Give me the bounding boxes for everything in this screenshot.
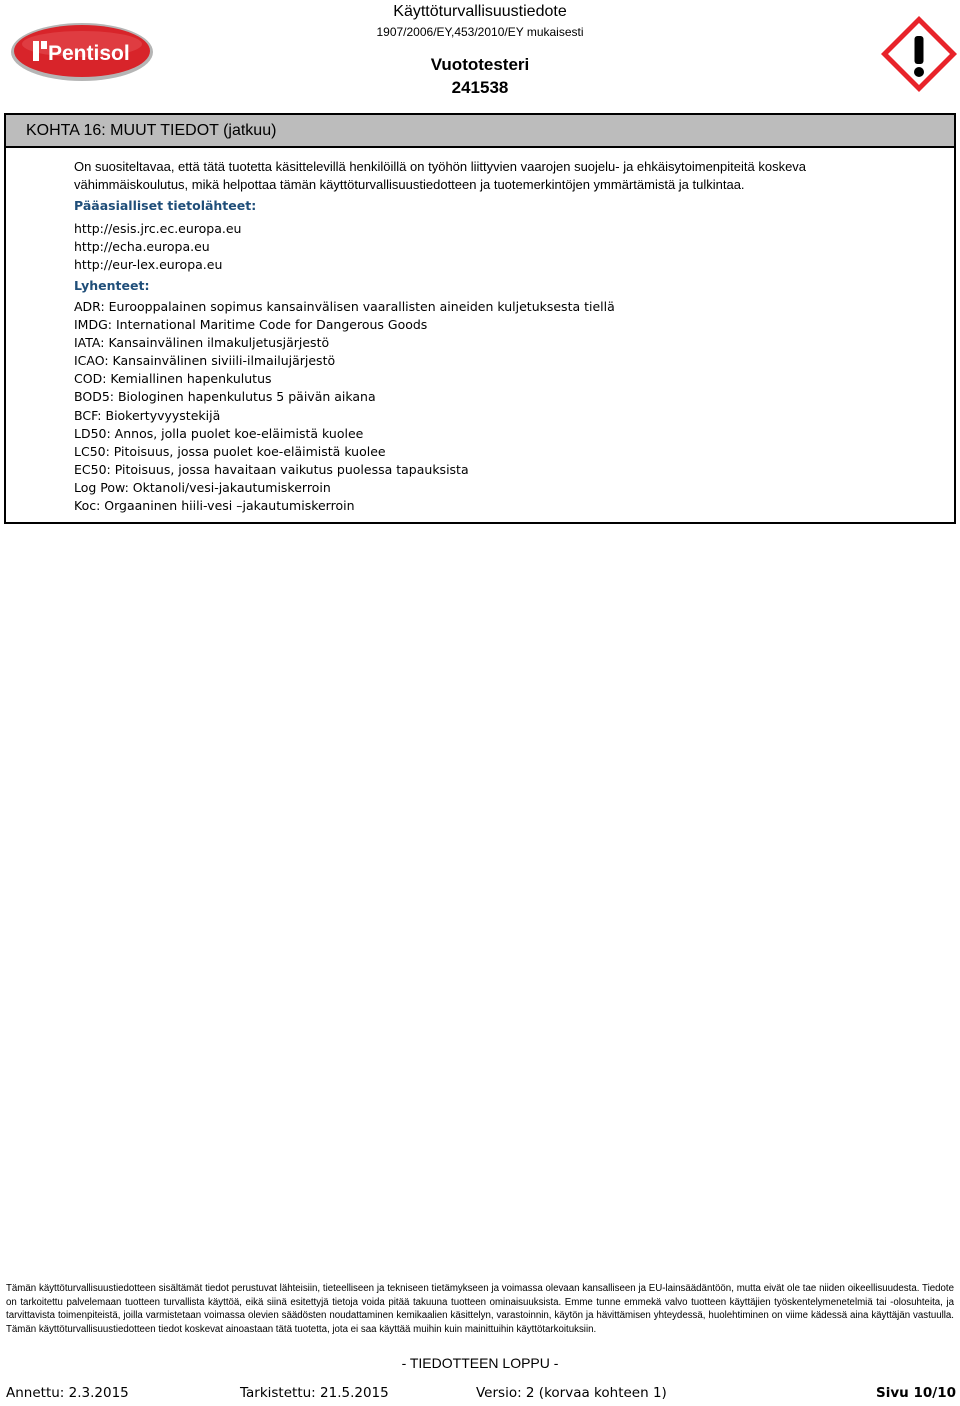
document-header — [340, 0, 620, 98]
abbreviation-item: ADR: Eurooppalainen sopimus kansainvälisen vaarallisten aineiden kuljetuksesta tiellä — [74, 299, 615, 314]
exclamation-hazard-icon — [879, 14, 959, 94]
abbreviation-item: COD: Kemiallinen hapenkulutus — [74, 371, 272, 387]
abbreviation-item: IATA: Kansainvälinen ilmakuljetusjärjestö — [74, 335, 330, 351]
page-footer — [0, 1385, 960, 1403]
issued-date: Annettu: 2.3.2015 — [6, 1385, 129, 1401]
abbreviation-item: BOD5: Biologinen hapenkulutus 5 päivän aikana — [74, 389, 376, 405]
product-name: Vuototesteri — [430, 55, 530, 74]
abbreviation-item: LD50: Annos, jolla puolet koe-eläimistä kuolee — [74, 425, 364, 441]
abbreviations-heading: Lyhenteet: — [74, 278, 150, 293]
intro-paragraph — [74, 158, 944, 194]
abbreviation-item: Log Pow: Oktanoli/vesi-jakautumiskerroin — [74, 479, 331, 495]
document-title: Käyttöturvallisuustiedote — [393, 3, 567, 20]
abbreviation-item: EC50: Pitoisuus, jossa havaitaan vaikutus puolessa tapauksista — [74, 461, 469, 477]
disclaimer-text: Tämän käyttöturvallisuustiedotteen sisältämät tiedot perustuvat lähteisiin, tieteelliseen ja tekniseen tietämykseen ja voimassa olevaan kansalliseen ja EU-lainsäädäntöön, mutta eivät ole tae niiden oikeellisuudesta. Tiedote on tarkoitettu palvelemaan tuotteen turvallista käyttöä, eikä siinä esitettyjä tietoja voida pitää takuuna tuotteen ominaisuuksista. Emme tunne emmekä valvo tuotteen käyttäjien työskentelymenetelmiä tai -olosuhteita, ja tarvittavista toimenpiteistä, joilla varmistetaan voimassa olevien säädösten noudattaminen kemikaalien käsittelyn, varastoinnin, käytön ja hävittämisen yhteydessä, huolehtiminen on viime kädessä aina käyttäjän vastuulla. Tämän käyttöturvallisuustiedotteen tiedot koskevat ainoastaan tätä tuotetta, jota ei saa käyttää muihin kuin mainittuihin käyttötarkoituksiin. — [6, 1283, 954, 1335]
sources-list — [74, 220, 241, 274]
source-link[interactable]: http://eur-lex.europa.eu — [74, 257, 223, 272]
abbreviations-list — [74, 298, 615, 515]
source-link[interactable]: http://echa.europa.eu — [74, 239, 210, 254]
abbreviation-item: Koc: Orgaaninen hiili-vesi –jakautumiskerroin — [74, 498, 355, 514]
section-content — [4, 146, 956, 524]
revised-date: Tarkistettu: 21.5.2015 — [240, 1385, 389, 1401]
intro-line: On suositeltavaa, että tätä tuotetta käsittelevillä henkilöillä on työhön liittyvien vaarojen suojelu- ja ehkäisytoimenpiteitä koskeva — [74, 159, 807, 174]
product-code: 241538 — [451, 78, 509, 97]
abbreviation-item: IMDG: International Maritime Code for Dangerous Goods — [74, 317, 428, 333]
sources-heading: Pääasialliset tietolähteet: — [74, 198, 257, 213]
abbreviation-item: BCF: Biokertyvyystekijä — [74, 407, 221, 423]
abbreviation-item: LC50: Pitoisuus, jossa puolet koe-eläimistä kuolee — [74, 443, 386, 459]
section-banner — [4, 113, 956, 148]
source-link[interactable]: http://esis.jrc.ec.europa.eu — [74, 221, 242, 236]
logo-text: Pentisol — [48, 42, 130, 65]
regulation-reference: 1907/2006/EY,453/2010/EY mukaisesti — [376, 25, 584, 39]
pentisol-logo — [10, 22, 154, 82]
version-info: Versio: 2 (korvaa kohteen 1) — [476, 1385, 667, 1401]
intro-line: vähimmäiskoulutus, mikä helpottaa tämän käyttöturvallisuustiedotteen ja tuotemerkintöjen ymmärtämistä ja tulkintaa. — [74, 177, 745, 192]
page-number: Sivu 10/10 — [876, 1385, 956, 1401]
section-title: KOHTA 16: MUUT TIEDOT (jatkuu) — [26, 122, 277, 139]
document-end-marker: - TIEDOTTEEN LOPPU - — [401, 1355, 559, 1371]
abbreviation-item: ICAO: Kansainvälinen siviili-ilmailujärjestö — [74, 353, 336, 369]
